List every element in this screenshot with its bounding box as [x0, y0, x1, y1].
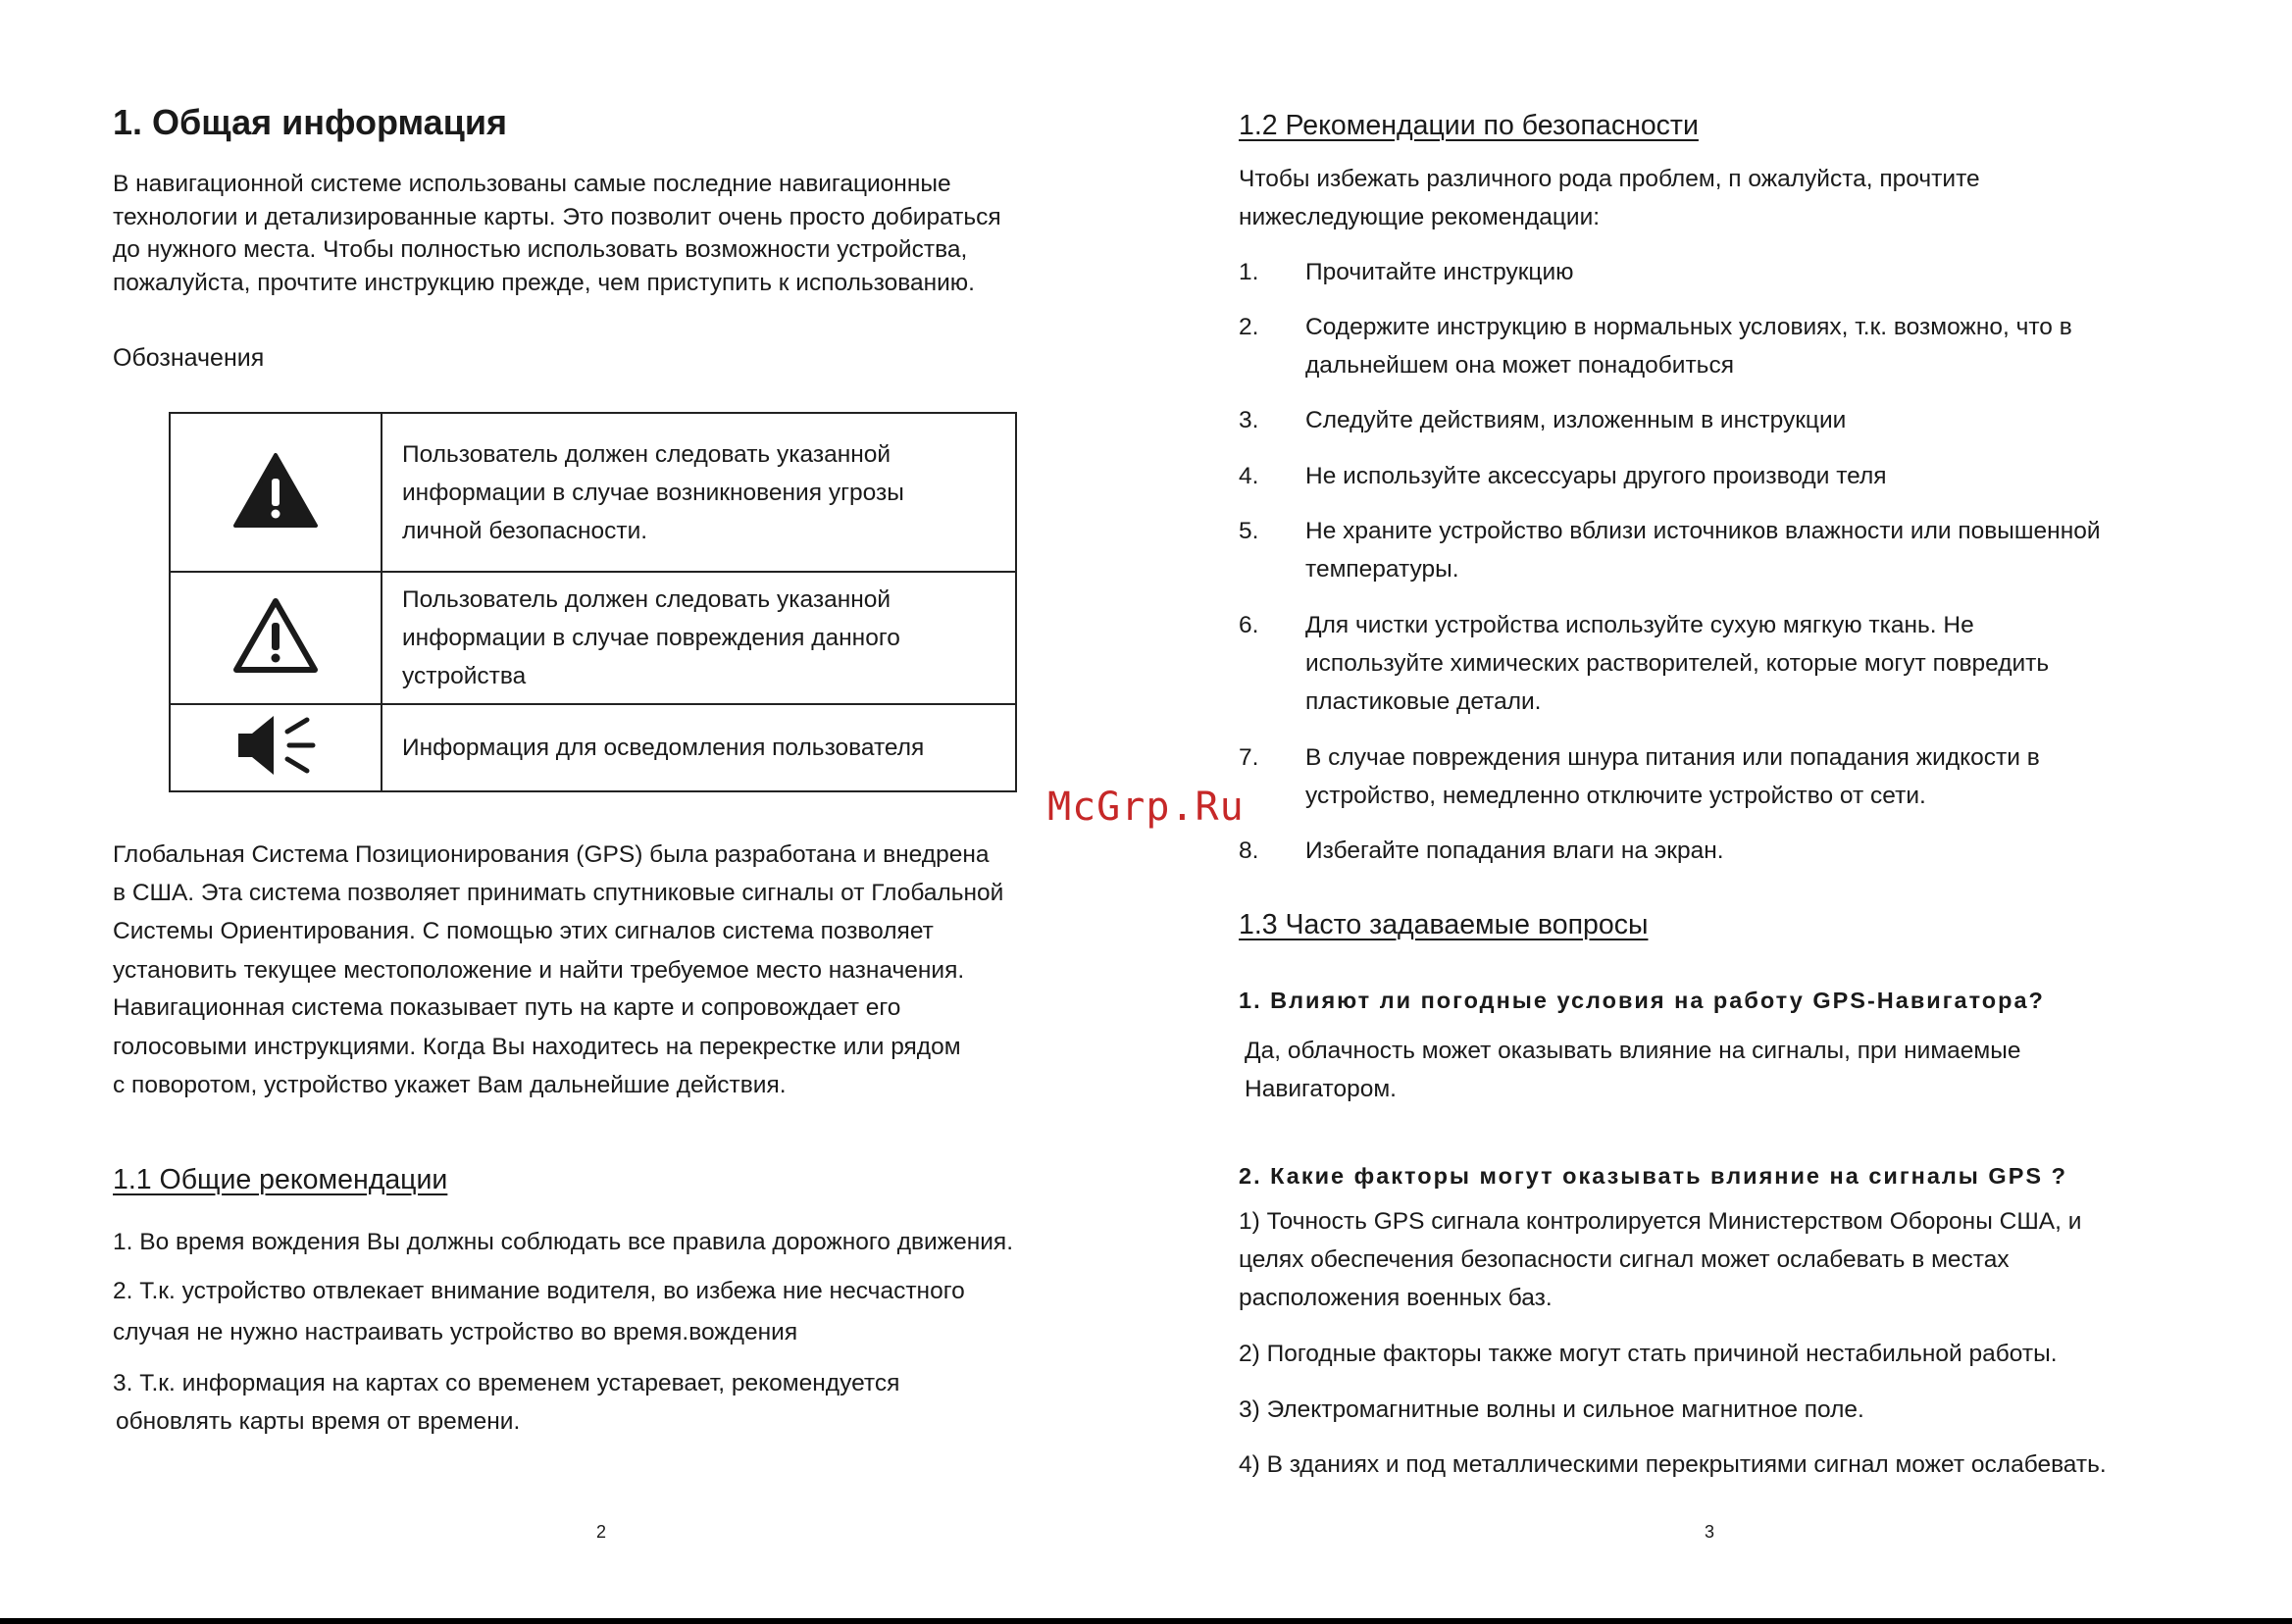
gps-line: Глобальная Система Позиционирования (GPS) была разработана и внедрена [113, 841, 990, 868]
gps-line: в США. Эта система позволяет принимать спутниковые сигналы от Глобальной [113, 880, 1004, 906]
intro-line: пожалуйста, прочтите инструкцию прежде, чем приступить к использованию. [113, 270, 975, 296]
section-heading-1-3: 1.3 Часто задаваемые вопросы [1239, 909, 1649, 940]
list-number: 5. [1239, 518, 1259, 544]
list-text [1305, 253, 2237, 291]
list-item: 1. Во время вождения Вы должны соблюдать все правила дорожного движения. [113, 1229, 1013, 1255]
list-text-line: Содержите инструкцию в нормальных условиях, т.к. возможно, что в [1305, 314, 2072, 340]
faq-question: 1. Влияют ли погодные условия на работу GPS-Навигатора? [1239, 988, 2045, 1013]
list-text-line: Не храните устройство вблизи источников влажности или повышенной [1305, 518, 2101, 544]
intro-line: В навигационной системе использованы самые последние навигационные [113, 171, 951, 197]
faq-answer-line: 3) Электромагнитные волны и сильное магнитное поле. [1239, 1396, 1864, 1423]
warning-outline-icon [232, 597, 319, 674]
symbol-text-line: Пользователь должен следовать указанной [402, 440, 891, 468]
symbol-row [170, 413, 1016, 572]
faq-answer-line: расположения военных баз. [1239, 1285, 1553, 1311]
list-item: 3. Т.к. информация на картах со временем устаревает, рекомендуется [113, 1370, 900, 1396]
intro-line: до нужного места. Чтобы полностью использовать возможности устройства, [113, 236, 968, 263]
gps-line: Системы Ориентирования. С помощью этих сигналов система позволяет [113, 918, 934, 944]
list-text-line: Следуйте действиям, изложенным в инструкции [1305, 407, 1847, 433]
list-text-line: устройство, немедленно отключите устройство от сети. [1305, 783, 1926, 809]
symbol-text-line: информации в случае возникновения угрозы [402, 479, 904, 506]
intro-line: технологии и детализированные карты. Это позволит очень просто добираться [113, 204, 1001, 230]
faq-answer-line: 2) Погодные факторы также могут стать причиной нестабильной работы. [1239, 1341, 2058, 1367]
faq-answer-line: 1) Точность GPS сигнала контролируется Министерством Обороны США, и [1239, 1208, 2082, 1235]
symbol-text-line: Информация для осведомления пользователя [402, 735, 925, 761]
list-text-line: используйте химических растворителей, которые могут повредить [1305, 650, 2050, 677]
gps-line: с поворотом, устройство укажет Вам дальнейшие действия. [113, 1072, 787, 1098]
symbol-icon-cell [170, 704, 382, 791]
list-number: 8. [1239, 837, 1259, 864]
speaker-icon [234, 712, 317, 779]
list-text [1305, 457, 2237, 495]
list-number: 2. [1239, 314, 1259, 340]
warning-filled-icon [232, 452, 319, 529]
list-text [1305, 738, 2237, 815]
list-text-line: температуры. [1305, 556, 1459, 583]
list-item-continuation: случая не нужно настраивать устройство во время.вождения [113, 1319, 798, 1345]
section-heading-1-1: 1.1 Общие рекомендации [113, 1164, 448, 1195]
faq-answer-line: целях обеспечения безопасности сигнал может ослабевать в местах [1239, 1246, 2010, 1273]
gps-line: Навигационная система показывает путь на карте и сопровождает его [113, 994, 901, 1021]
list-item: 2. Т.к. устройство отвлекает внимание водителя, во избежа ние несчастного [113, 1278, 965, 1304]
list-number: 4. [1239, 463, 1259, 489]
faq-answer-line: Навигатором. [1245, 1076, 1397, 1102]
right-page [1146, 0, 2292, 1624]
list-text [1305, 512, 2237, 588]
list-text-line: Для чистки устройства используйте сухую мягкую ткань. Не [1305, 612, 1974, 638]
symbol-text-line: устройства [402, 663, 527, 689]
symbol-row [170, 704, 1016, 791]
watermark: McGrp.Ru [1047, 785, 1245, 830]
gps-line: голосовыми инструкциями. Когда Вы находитесь на перекрестке или рядом [113, 1034, 961, 1060]
list-item-continuation: обновлять карты время от времени. [116, 1408, 521, 1435]
section-heading-1-2: 1.2 Рекомендации по безопасности [1239, 110, 1699, 141]
faq-question: 2. Какие факторы могут оказывать влияние на сигналы GPS ? [1239, 1163, 2067, 1189]
symbol-icon-cell [170, 413, 382, 572]
list-number: 6. [1239, 612, 1259, 638]
symbol-description [382, 572, 1016, 704]
symbol-text-line: информации в случае повреждения данного [402, 625, 900, 651]
symbols-label: Обозначения [113, 344, 265, 372]
symbol-description [382, 413, 1016, 572]
page-number: 2 [596, 1522, 607, 1542]
list-text-line: В случае повреждения шнура питания или попадания жидкости в [1305, 744, 2040, 771]
symbol-description [382, 704, 1016, 791]
safety-intro-line: нижеследующие рекомендации: [1239, 204, 1601, 230]
page-number: 3 [1705, 1522, 1715, 1542]
faq-answer-line: Да, облачность может оказывать влияние на сигналы, при нимаемые [1245, 1038, 2021, 1064]
safety-intro-line: Чтобы избежать различного рода проблем, п ожалуйста, прочтите [1239, 166, 1980, 192]
list-text-line: Избегайте попадания влаги на экран. [1305, 837, 1724, 864]
list-number: 7. [1239, 744, 1259, 771]
symbol-icon-cell [170, 572, 382, 704]
symbol-text-line: Пользователь должен следовать указанной [402, 586, 891, 613]
list-text-line: Не используйте аксессуары другого производи теля [1305, 463, 1887, 489]
list-text-line: Прочитайте инструкцию [1305, 259, 1574, 285]
list-text [1305, 832, 2237, 870]
page-title: 1. Общая информация [113, 102, 507, 142]
symbol-row [170, 572, 1016, 704]
list-text-line: дальнейшем она может понадобиться [1305, 352, 1734, 379]
list-number: 3. [1239, 407, 1259, 433]
list-text [1305, 401, 2237, 439]
list-text [1305, 606, 2237, 721]
symbols-table [169, 412, 1017, 792]
faq-answer-line: 4) В зданиях и под металлическими перекрытиями сигнал может ослабевать. [1239, 1451, 2107, 1478]
bottom-rule [0, 1618, 2292, 1624]
list-text [1305, 308, 2237, 384]
list-text-line: пластиковые детали. [1305, 688, 1542, 715]
list-number: 1. [1239, 259, 1259, 285]
symbol-text-line: личной безопасности. [402, 517, 648, 544]
gps-line: установить текущее местоположение и найти требуемое место назначения. [113, 957, 965, 984]
